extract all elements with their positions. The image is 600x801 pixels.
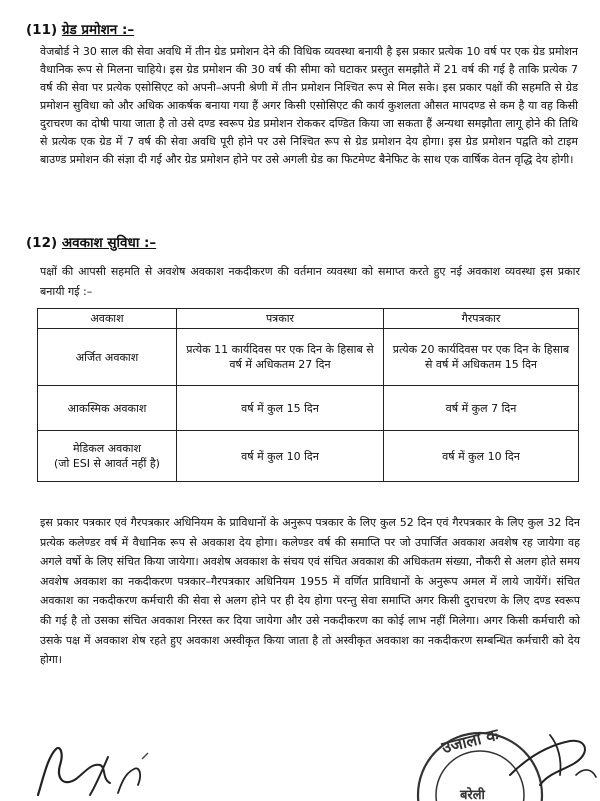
section-11-number: (11) <box>26 22 58 38</box>
leave-type-casual: आकस्मिक अवकाश <box>38 386 177 431</box>
section-11-title: ग्रेड प्रमोशन :– <box>61 22 135 38</box>
non-journalist-casual: वर्ष में कुल 7 दिन <box>384 386 579 431</box>
non-journalist-medical: वर्ष में कुल 10 दिन <box>384 431 579 482</box>
leave-table-header-row <box>38 309 579 329</box>
stamp-text-top: उजाला क <box>439 724 501 758</box>
signature-left <box>30 735 180 801</box>
journalist-casual: वर्ष में कुल 15 दिन <box>177 386 384 431</box>
journalist-earned: प्रत्येक 11 कार्यदिवस पर एक दिन के हिसाब से वर्ष में अधिकतम 27 दिन <box>177 329 384 386</box>
section-12-intro: पक्षों की आपसी सहमति से अवशेष अवकाश नकदीकरण की वर्तमान व्यवस्था को समाप्त करते हुए नई अवकाश व्यवस्था इस प्रकार बनायी गई :– <box>40 265 580 298</box>
header-non-journalist: गैरपत्रकार <box>384 309 579 329</box>
table-row <box>38 329 579 386</box>
section-12-number: (12) <box>26 235 58 251</box>
journalist-medical: वर्ष में कुल 10 दिन <box>177 431 384 482</box>
stamp-text-bottom: बरेली <box>460 788 485 801</box>
leave-table <box>37 308 579 482</box>
medical-leave-note: (जो ESI से आवर्त नहीं है) <box>54 457 160 470</box>
table-row <box>38 431 579 482</box>
leave-type-earned: अर्जित अवकाश <box>38 329 177 386</box>
header-journalist: पत्रकार <box>177 309 384 329</box>
section-12-heading <box>26 235 156 251</box>
table-row <box>38 386 579 431</box>
section-12-closing: इस प्रकार पत्रकार एवं गैरपत्रकार अधिनियम के प्राविधानों के अनुरूप पत्रकार के लिए कुल 52 दिन एवं गैरपत्रकार के लिए कुल 32 दिन प्रत्येक कलेण्डर वर्ष में वैधानिक रूप से अवकाश देय होगा। कलेण्डर वर्ष की समाप्ति पर जो उपार्जित अवकाश अवशेष रह जायेगा वह अगले वर्षो के लिए संचित किया जायेगा। अवशेष अवकाश के संचय एवं संचित अवकाश की अधिकतम संख्या, नौकरी से अलग होते समय अवशेष अवकाश का नकदीकरण पत्रकार–गैरपत्रकार अधिनियम 1955 में वर्णित प्राविधानों के अनुरूप अमल में लाये जायेंगें। संचित अवकाश का नकदीकरण कर्मचारी की सेवा से अलग होने पर ही देय होगा परन्तु सेवा समाप्ति अगर किसी दुराचरण के लिए दण्ड स्वरूप की गई है तो उसका संचित अवकाश निरस्त कर दिया जायेगा और उसे नकदीकरण का कोई लाभ नहीं मिलेगा। अगर किसी कर्मचारी को उसके पक्ष में अवकाश शेष रहते हुए अवकाश अस्वीकृत किया जाता है तो अस्वीकृत अवकाश का नकदीकरण सम्बन्धित कर्मचारी को देय होगा। <box>40 516 580 667</box>
company-stamp <box>400 715 600 801</box>
medical-leave-label: मेडिकल अवकाश <box>72 442 141 455</box>
non-journalist-earned: प्रत्येक 20 कार्यदिवस पर एक दिन के हिसाब से वर्ष में अधिकतम 15 दिन <box>384 329 579 386</box>
section-12-title: अवकाश सुविधा :– <box>61 235 157 251</box>
section-11-heading <box>26 22 134 38</box>
section-11-body: वेजबोर्ड ने 30 साल की सेवा अवधि में तीन ग्रेड प्रमोशन देने की विधिक व्यवस्था बनायी है इस प्रकार प्रत्येक 10 वर्ष पर एक ग्रेड प्रमोशन वैधानिक रूप से मिलना चाहिये। इस ग्रेड प्रमोशन की 30 वर्ष की सीमा को घटाकर प्रस्तुत समझौते में 21 वर्ष की गई है ताकि प्रत्येक 7 वर्ष की सेवा पर प्रत्येक एसोसिएट को अपनी–अपनी श्रेणी में तीन प्रमोशन निश्चित रूप से मिल सके। इस प्रकार पक्षों की सहमति से ग्रेड प्रमोशन सुविधा को और अधिक आकर्षक बनाया गया हैं अगर किसी एसोसिएट की कार्य कुशलता औसत मापदण्ड से कम है या वह किसी दुराचरण का दोषी पाया जाता है तो उसे दण्ड स्वरूप ग्रेड प्रमोशन रोककर दण्डित किया जा सकता हैं अन्यथा समझौता लागू होने की तिथि से प्रत्येक एक ग्रेड में 7 वर्ष की सेवा अवधि पूरी होने पर उसे निश्चित रूप से ग्रेड प्रमोशन देय होगा। इस ग्रेड प्रमोशन पद्वति को टाइम बाउण्ड प्रमोशन की संज्ञा दी गई और ग्रेड प्रमोशन होने पर उसे अगली ग्रेड का फिटमेण्ट बैनेफिट के साथ एक वार्षिक वेतन वृद्धि देय होगी। <box>40 45 578 166</box>
header-leave-type: अवकाश <box>38 309 177 329</box>
leave-type-medical <box>38 431 177 482</box>
